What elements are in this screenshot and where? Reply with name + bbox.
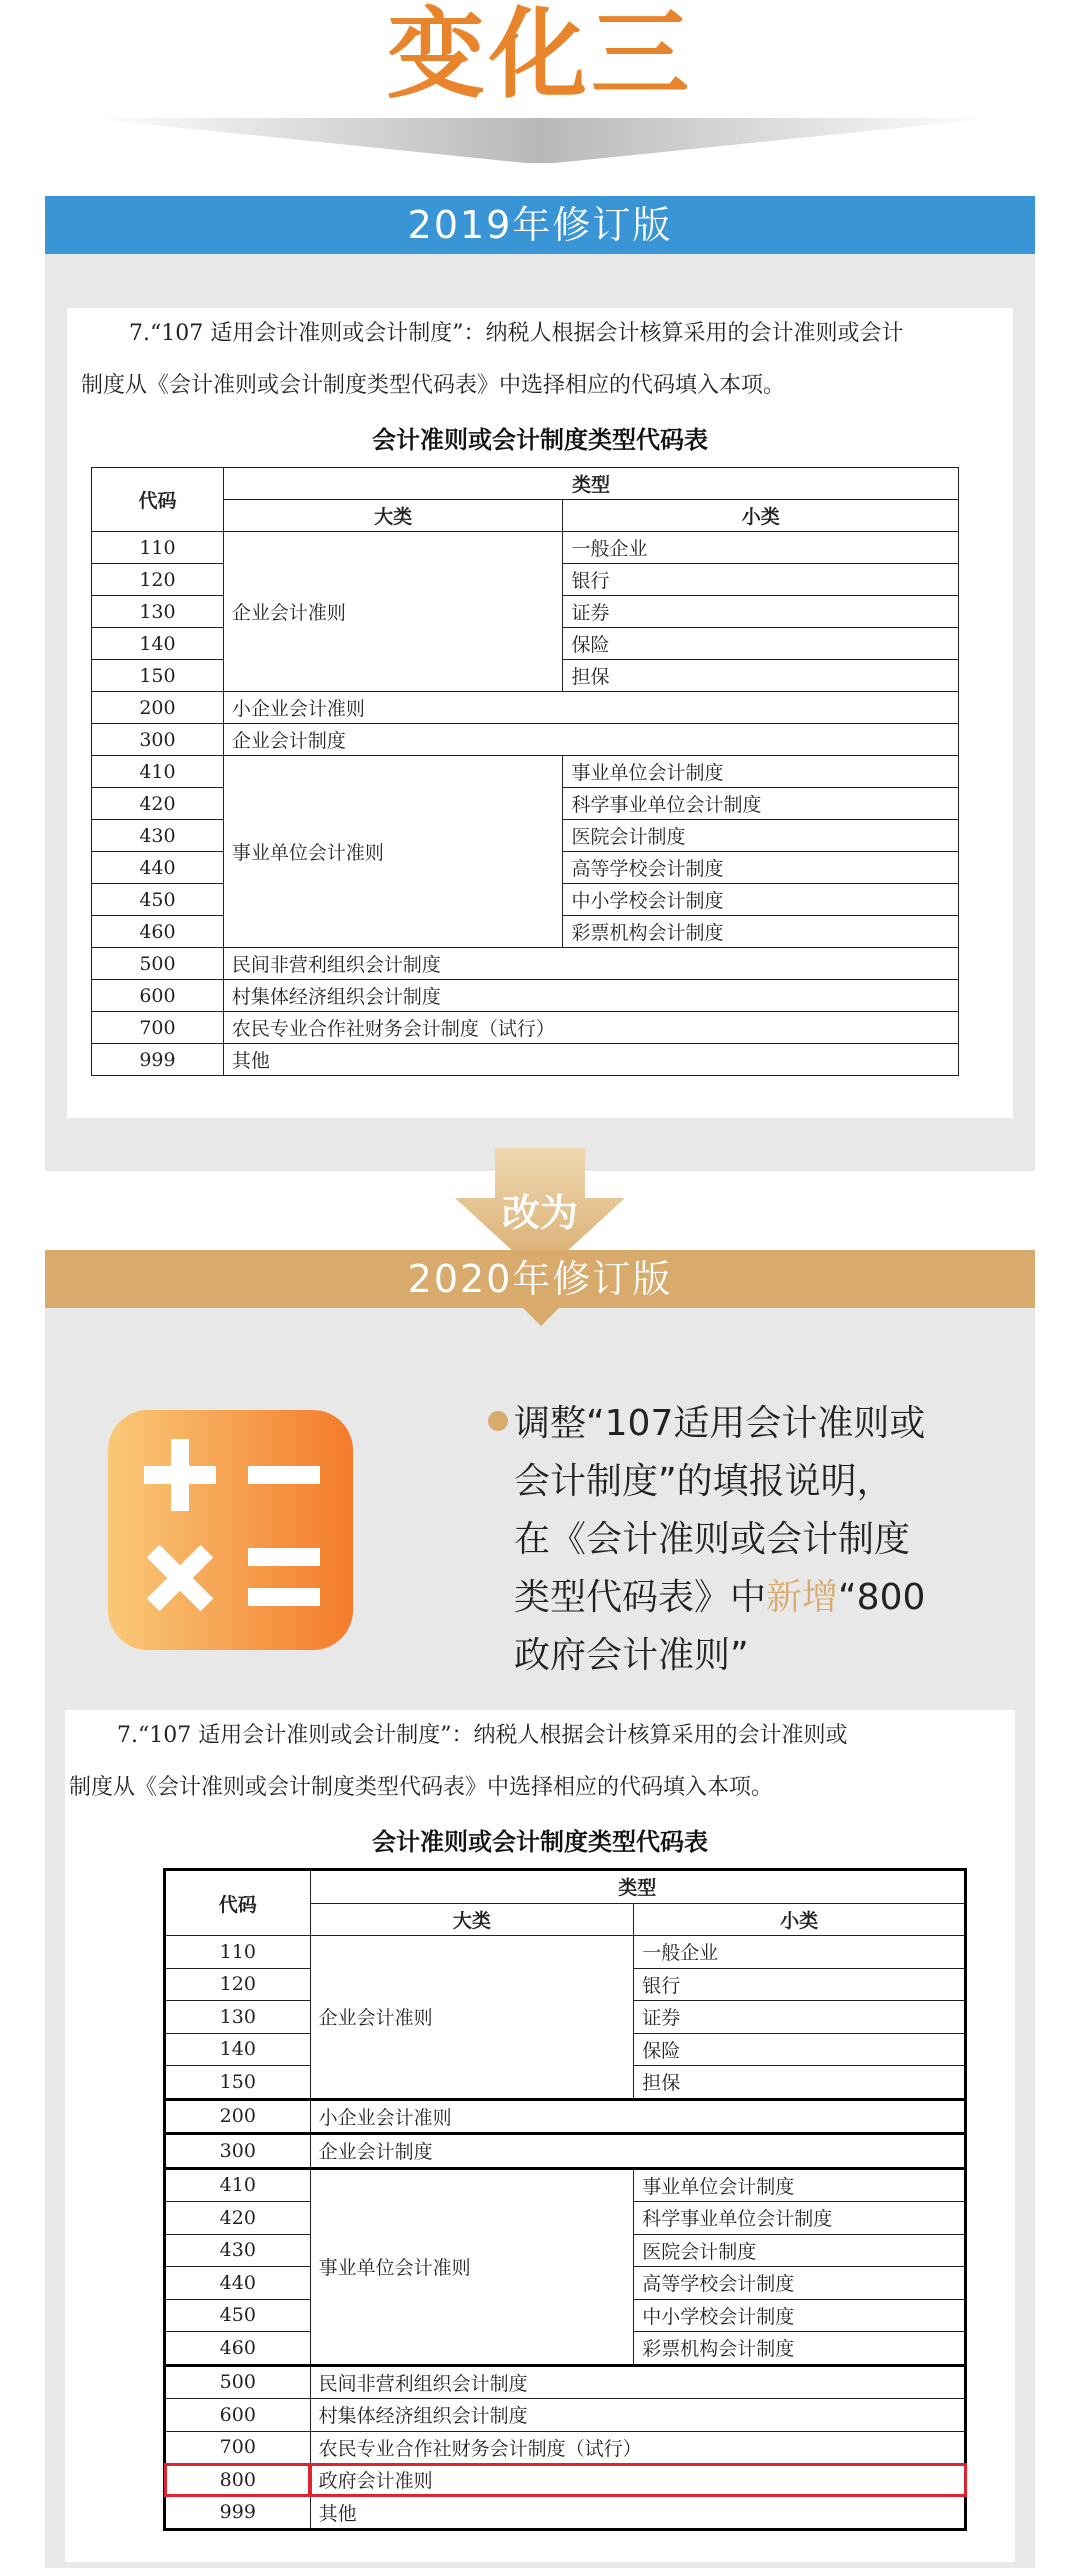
change-summary: [488, 1395, 958, 1685]
cell-code: 120: [165, 1968, 311, 2001]
header-type: 类型: [223, 468, 958, 500]
cell-code: 700: [165, 2431, 311, 2464]
cell-minor: 一般企业: [634, 1936, 966, 1969]
table-row: [92, 692, 959, 724]
table-row: [92, 724, 959, 756]
summary-line: 会计制度”的填报说明，: [514, 1461, 893, 1502]
summary-line: “800: [838, 1577, 926, 1618]
cell-minor: 保险: [634, 2033, 966, 2066]
cell-major: 企业会计制度: [223, 724, 958, 756]
cell-code: 600: [165, 2399, 311, 2432]
cell-code: 420: [165, 2202, 311, 2235]
table-row: [165, 2496, 966, 2530]
cell-minor: 保险: [563, 628, 959, 660]
cell-code: 410: [165, 2168, 311, 2202]
cell-code: 450: [165, 2299, 311, 2332]
header-code: 代码: [165, 1870, 311, 1936]
cell-code: 450: [92, 884, 224, 916]
cell-code: 460: [165, 2332, 311, 2366]
cell-major: 其他: [223, 1044, 958, 1076]
table-header-row: [92, 468, 959, 500]
cell-code: 130: [165, 2001, 311, 2034]
cell-code: 130: [92, 596, 224, 628]
cell-minor: 担保: [563, 660, 959, 692]
cell-code: 120: [92, 564, 224, 596]
cell-minor: 高等学校会计制度: [563, 852, 959, 884]
table-row: [165, 2099, 966, 2134]
summary-line: 调整“107适用会计准则或: [514, 1403, 926, 1444]
cell-minor: 科学事业单位会计制度: [634, 2202, 966, 2235]
cell-minor: 彩票机构会计制度: [634, 2332, 966, 2366]
cell-code: 300: [92, 724, 224, 756]
code-table-2019: [91, 467, 959, 1076]
cell-code: 140: [165, 2033, 311, 2066]
cell-code: 460: [92, 916, 224, 948]
highlight-new: 新增: [766, 1577, 839, 1618]
summary-line: 类型代码表》中: [514, 1577, 767, 1618]
cell-minor: 事业单位会计制度: [634, 2168, 966, 2202]
cell-major: 民间非营利组织会计制度: [223, 948, 958, 980]
cell-major: 小企业会计准则: [223, 692, 958, 724]
table-header-row: [165, 1870, 966, 1904]
cell-major: 农民专业合作社财务会计制度（试行）: [223, 1012, 958, 1044]
desc-line: 7.“107 适用会计准则或会计制度”：纳税人根据会计核算采用的会计准则或: [117, 1723, 848, 1748]
cell-minor: 事业单位会计制度: [563, 756, 959, 788]
table-row: [92, 1044, 959, 1076]
panel-2019: [45, 196, 1035, 1171]
doc-card-2020: [65, 1710, 1015, 2562]
cell-major: 其他: [310, 2496, 965, 2530]
cell-code: 430: [92, 820, 224, 852]
cell-code: 700: [92, 1012, 224, 1044]
table-row: [92, 980, 959, 1012]
cell-major: 政府会计准则: [310, 2464, 965, 2497]
cell-major: 小企业会计准则: [310, 2099, 965, 2134]
cell-code: 420: [92, 788, 224, 820]
cell-major: 农民专业合作社财务会计制度（试行）: [310, 2431, 965, 2464]
desc-line: 7.“107 适用会计准则或会计制度”：纳税人根据会计核算采用的会计准则或会计: [129, 321, 904, 346]
table-row: [165, 1936, 966, 1969]
cell-major: 村集体经济组织会计制度: [310, 2399, 965, 2432]
header-type: 类型: [310, 1870, 965, 1904]
cell-minor: 医院会计制度: [634, 2234, 966, 2267]
cell-code: 150: [165, 2066, 311, 2100]
cell-major: 民间非营利组织会计制度: [310, 2365, 965, 2399]
cell-code: 200: [165, 2099, 311, 2134]
table-row: [165, 2134, 966, 2169]
band-2019-label: 2019年修订版: [45, 196, 1035, 254]
cell-major: 企业会计制度: [310, 2134, 965, 2169]
cell-code: 110: [165, 1936, 311, 1969]
cell-code: 430: [165, 2234, 311, 2267]
cell-code: 150: [92, 660, 224, 692]
cell-minor: 银行: [563, 564, 959, 596]
change-label: 改为: [501, 1191, 578, 1235]
cell-minor: 银行: [634, 1968, 966, 2001]
cell-code: 600: [92, 980, 224, 1012]
cell-code: 500: [165, 2365, 311, 2399]
header-code: 代码: [92, 468, 224, 532]
doc-card-2019: [67, 308, 1013, 1118]
cell-group: 事业单位会计准则: [310, 2168, 634, 2365]
cell-minor: 医院会计制度: [563, 820, 959, 852]
header-minor: 小类: [634, 1903, 966, 1936]
cell-code: 440: [165, 2267, 311, 2300]
desc-line: 制度从《会计准则或会计制度类型代码表》中选择相应的代码填入本项。: [69, 1775, 774, 1800]
page-title: 变化三: [386, 0, 693, 112]
cell-group: 企业会计准则: [223, 532, 563, 692]
table-row: [92, 532, 959, 564]
table-row: [165, 2399, 966, 2432]
table-row: [165, 2365, 966, 2399]
title-divider: [85, 118, 995, 163]
cell-code: 500: [92, 948, 224, 980]
band-2020-label: 2020年修订版: [45, 1250, 1035, 1308]
table-row: [165, 2168, 966, 2202]
bullet-icon: [488, 1411, 508, 1431]
table-row: [92, 756, 959, 788]
header-major: 大类: [310, 1903, 634, 1936]
cell-minor: 中小学校会计制度: [563, 884, 959, 916]
cell-minor: 彩票机构会计制度: [563, 916, 959, 948]
band-pointer-icon: [521, 1306, 561, 1326]
cell-minor: 担保: [634, 2066, 966, 2100]
code-table-2020: [163, 1868, 967, 2531]
cell-minor: 科学事业单位会计制度: [563, 788, 959, 820]
table-row: [92, 1012, 959, 1044]
summary-line: 政府会计准则”: [514, 1635, 749, 1676]
cell-code: 440: [92, 852, 224, 884]
summary-line: 在《会计准则或会计制度: [514, 1519, 911, 1560]
cell-code: 999: [165, 2496, 311, 2530]
cell-code: 140: [92, 628, 224, 660]
table-row: [165, 2431, 966, 2464]
table-row: [92, 948, 959, 980]
cell-minor: 高等学校会计制度: [634, 2267, 966, 2300]
header-major: 大类: [223, 500, 563, 532]
cell-group: 企业会计准则: [310, 1936, 634, 2100]
cell-code: 110: [92, 532, 224, 564]
cell-major: 村集体经济组织会计制度: [223, 980, 958, 1012]
cell-minor: 证券: [634, 2001, 966, 2034]
header-minor: 小类: [563, 500, 959, 532]
cell-group: 事业单位会计准则: [223, 756, 563, 948]
cell-code: 410: [92, 756, 224, 788]
table-title: 会计准则或会计制度类型代码表: [372, 426, 708, 454]
table-title: 会计准则或会计制度类型代码表: [372, 1828, 708, 1856]
cell-minor: 中小学校会计制度: [634, 2299, 966, 2332]
cell-minor: 一般企业: [563, 532, 959, 564]
cell-code: 200: [92, 692, 224, 724]
cell-code: 999: [92, 1044, 224, 1076]
desc-line: 制度从《会计准则或会计制度类型代码表》中选择相应的代码填入本项。: [81, 373, 786, 398]
cell-code: 300: [165, 2134, 311, 2169]
cell-code: 800: [165, 2464, 311, 2497]
cell-minor: 证券: [563, 596, 959, 628]
calculator-icon: [108, 1410, 353, 1650]
table-row: [165, 2464, 966, 2497]
